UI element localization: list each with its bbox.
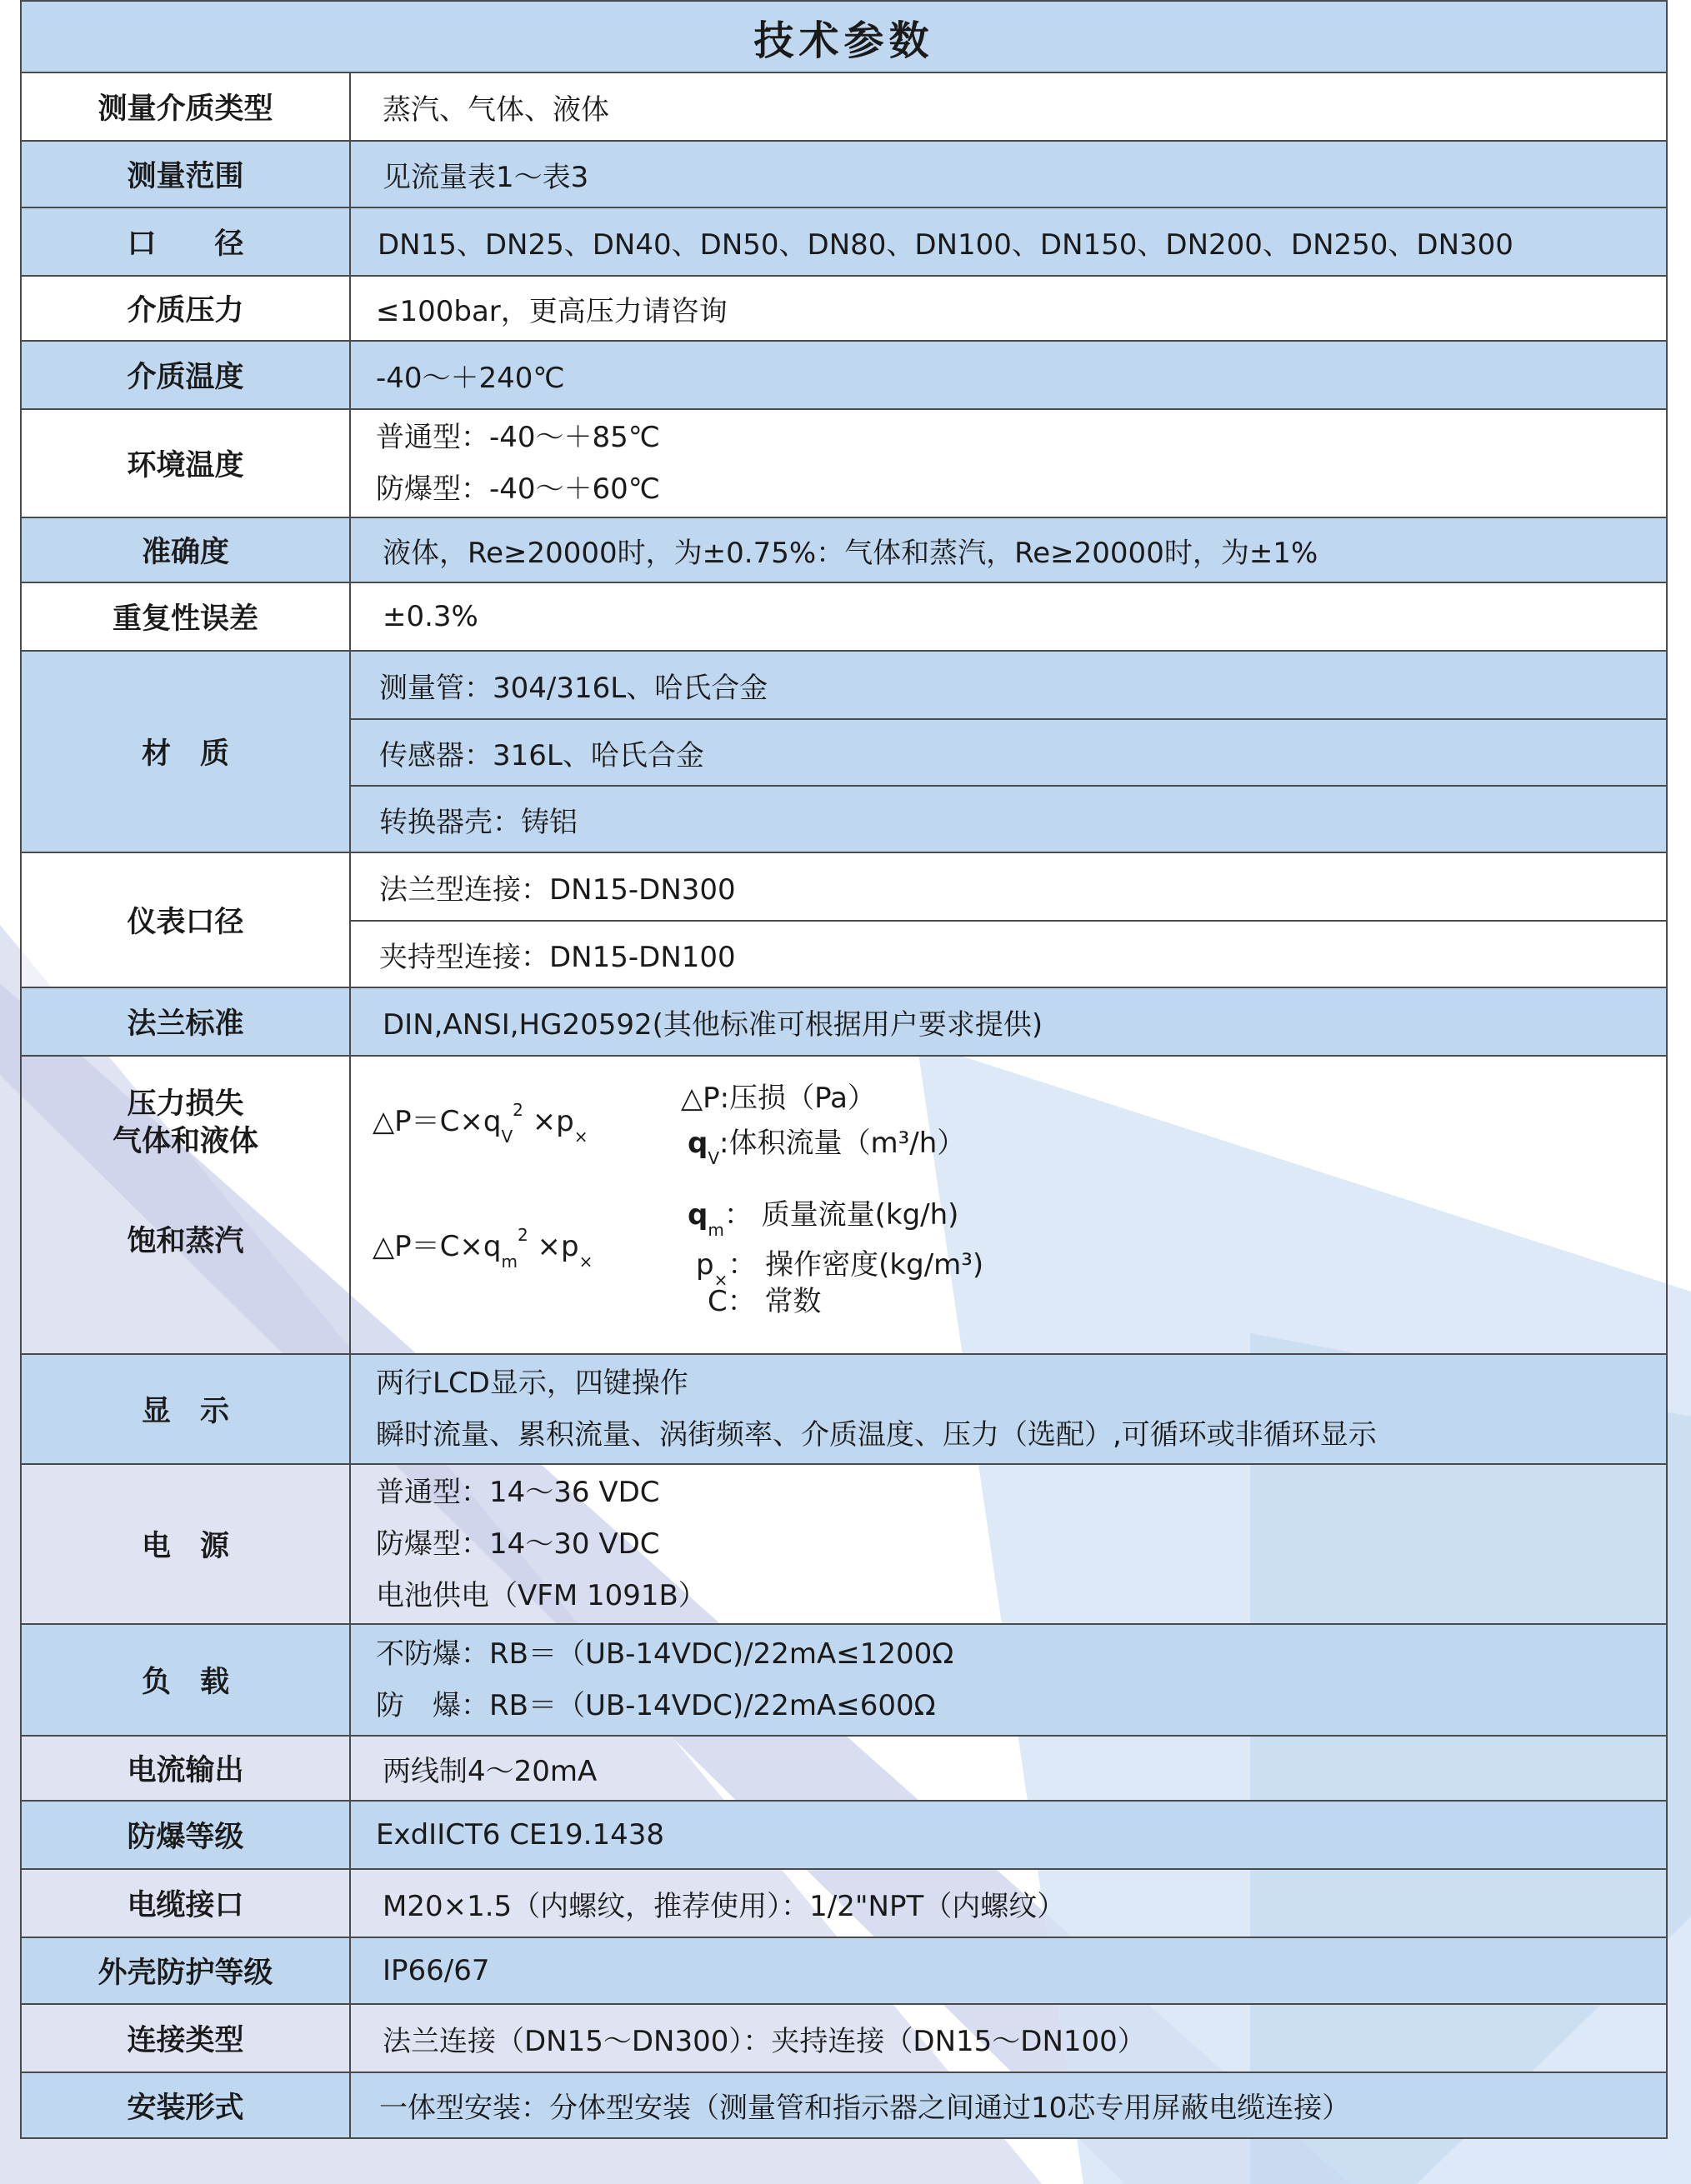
power-line-3: 电池供电（VFM 1091B）	[376, 1579, 707, 1612]
material-line-1: 测量管：304/316L、哈氏合金	[350, 651, 1667, 719]
label-pressure: 介质压力	[21, 276, 350, 341]
label-ambient-temp: 环境温度	[21, 409, 350, 517]
row-flange	[21, 987, 1667, 1056]
label-repeatability: 重复性误差	[21, 582, 350, 651]
row-connection	[21, 2004, 1667, 2072]
meter-bore-line-2: 夹持型连接：DN15-DN100	[350, 921, 1667, 987]
label-range: 测量范围	[21, 141, 350, 207]
value-medium-temp: -40～＋240℃	[350, 341, 1667, 409]
value-install: 一体型安装：分体型安装（测量管和指示器之间通过10芯专用屏蔽电缆连接）	[350, 2072, 1667, 2138]
value-pressure: ≤100bar，更高压力请咨询	[350, 276, 1667, 341]
value-repeatability: ±0.3%	[350, 582, 1667, 651]
power-line-1: 普通型：14～36 VDC	[376, 1476, 660, 1509]
legend-constant: C： 常数	[708, 1285, 822, 1318]
row-ambient-temp	[21, 409, 1667, 517]
meter-bore-line-1: 法兰型连接：DN15-DN300	[350, 852, 1667, 921]
row-medium-temp	[21, 341, 1667, 409]
value-range: 见流量表1～表3	[350, 141, 1667, 207]
value-pressure-loss	[350, 1056, 1667, 1354]
label-medium-type: 测量介质类型	[21, 72, 350, 141]
row-protection	[21, 1937, 1667, 2004]
row-medium-type	[21, 72, 1667, 141]
material-line-2: 传感器：316L、哈氏合金	[350, 719, 1667, 786]
label-explosion: 防爆等级	[21, 1801, 350, 1869]
value-explosion: ExdIICT6 CE19.1438	[350, 1801, 1667, 1869]
load-line-1: 不防爆：RB＝（UB-14VDC)/22mA≤1200Ω	[376, 1637, 954, 1671]
row-repeatability	[21, 582, 1667, 651]
label-bore: 口 径	[21, 207, 350, 276]
row-accuracy	[21, 517, 1667, 582]
value-output: 两线制4～20mA	[350, 1736, 1667, 1801]
formula-gas-liquid: $\triangle P=C\times q_V^2 \times p_\times$	[373, 1099, 588, 1147]
power-line-2: 防爆型：14～30 VDC	[376, 1527, 660, 1561]
ambient-line-1: 普通型：-40～＋85℃	[376, 421, 660, 454]
label-material: 材 质	[21, 651, 350, 852]
row-bore	[21, 207, 1667, 276]
ambient-line-2: 防爆型：-40～＋60℃	[376, 472, 660, 506]
row-display	[21, 1354, 1667, 1464]
row-output	[21, 1736, 1667, 1801]
row-explosion	[21, 1801, 1667, 1869]
display-line-1: 两行LCD显示，四键操作	[376, 1367, 688, 1400]
legend-dp: △P:压损（Pa）	[681, 1082, 876, 1115]
label-accuracy: 准确度	[21, 517, 350, 582]
value-ambient-temp	[350, 409, 1667, 517]
row-install	[21, 2072, 1667, 2138]
label-pressure-loss	[21, 1056, 350, 1354]
label-connection: 连接类型	[21, 2004, 350, 2072]
label-medium-temp: 介质温度	[21, 341, 350, 409]
legend-qm: $q_m$： 质量流量(kg/h)	[688, 1198, 959, 1240]
value-medium-type: 蒸汽、气体、液体	[350, 72, 1667, 141]
value-cable: M20×1.5（内螺纹，推荐使用）：1/2"NPT（内螺纹）	[350, 1869, 1667, 1937]
row-meter-bore-1	[21, 852, 1667, 921]
row-range	[21, 141, 1667, 207]
load-line-2: 防 爆：RB＝（UB-14VDC)/22mA≤600Ω	[376, 1689, 936, 1722]
label-cable: 电缆接口	[21, 1869, 350, 1937]
label-load: 负 载	[21, 1624, 350, 1736]
formula-steam: $\triangle P=C\times q_m^2 \times p_\times$	[373, 1224, 593, 1272]
display-line-2: 瞬时流量、累积流量、涡街频率、介质温度、压力（选配）,可循环或非循环显示	[376, 1418, 1377, 1452]
row-pressure-loss	[21, 1056, 1667, 1354]
pl-label-2: 气体和液体	[112, 1125, 258, 1158]
label-install: 安装形式	[21, 2072, 350, 2138]
label-power: 电 源	[21, 1464, 350, 1624]
pl-label-3: 饱和蒸汽	[127, 1225, 244, 1258]
value-power	[350, 1464, 1667, 1624]
row-cable	[21, 1869, 1667, 1937]
legend-density: $p_\times$： 操作密度(kg/m³)	[696, 1248, 984, 1290]
value-protection: IP66/67	[350, 1937, 1667, 2004]
value-display	[350, 1354, 1667, 1464]
value-connection: 法兰连接（DN15～DN300）：夹持连接（DN15～DN100）	[350, 2004, 1667, 2072]
value-flange: DIN,ANSI,HG20592(其他标准可根据用户要求提供)	[350, 987, 1667, 1056]
label-output: 电流输出	[21, 1736, 350, 1801]
page-title: 技术参数	[21, 1, 1667, 72]
label-display: 显 示	[21, 1354, 350, 1464]
value-load	[350, 1624, 1667, 1736]
legend-qv: $q_V$:体积流量（m³/h）	[688, 1127, 966, 1168]
pl-label-1: 压力损失	[127, 1087, 244, 1121]
value-accuracy: 液体，Re≥20000时，为±0.75%：气体和蒸汽，Re≥20000时，为±1%	[350, 517, 1667, 582]
row-pressure	[21, 276, 1667, 341]
row-power	[21, 1464, 1667, 1624]
label-meter-bore: 仪表口径	[21, 852, 350, 987]
row-material-1	[21, 651, 1667, 719]
material-line-3: 转换器壳：铸铝	[350, 786, 1667, 852]
value-bore: DN15、DN25、DN40、DN50、DN80、DN100、DN150、DN200、DN250、DN300	[350, 207, 1667, 276]
spec-table	[20, 0, 1668, 2139]
row-load	[21, 1624, 1667, 1736]
label-protection: 外壳防护等级	[21, 1937, 350, 2004]
label-flange: 法兰标准	[21, 987, 350, 1056]
